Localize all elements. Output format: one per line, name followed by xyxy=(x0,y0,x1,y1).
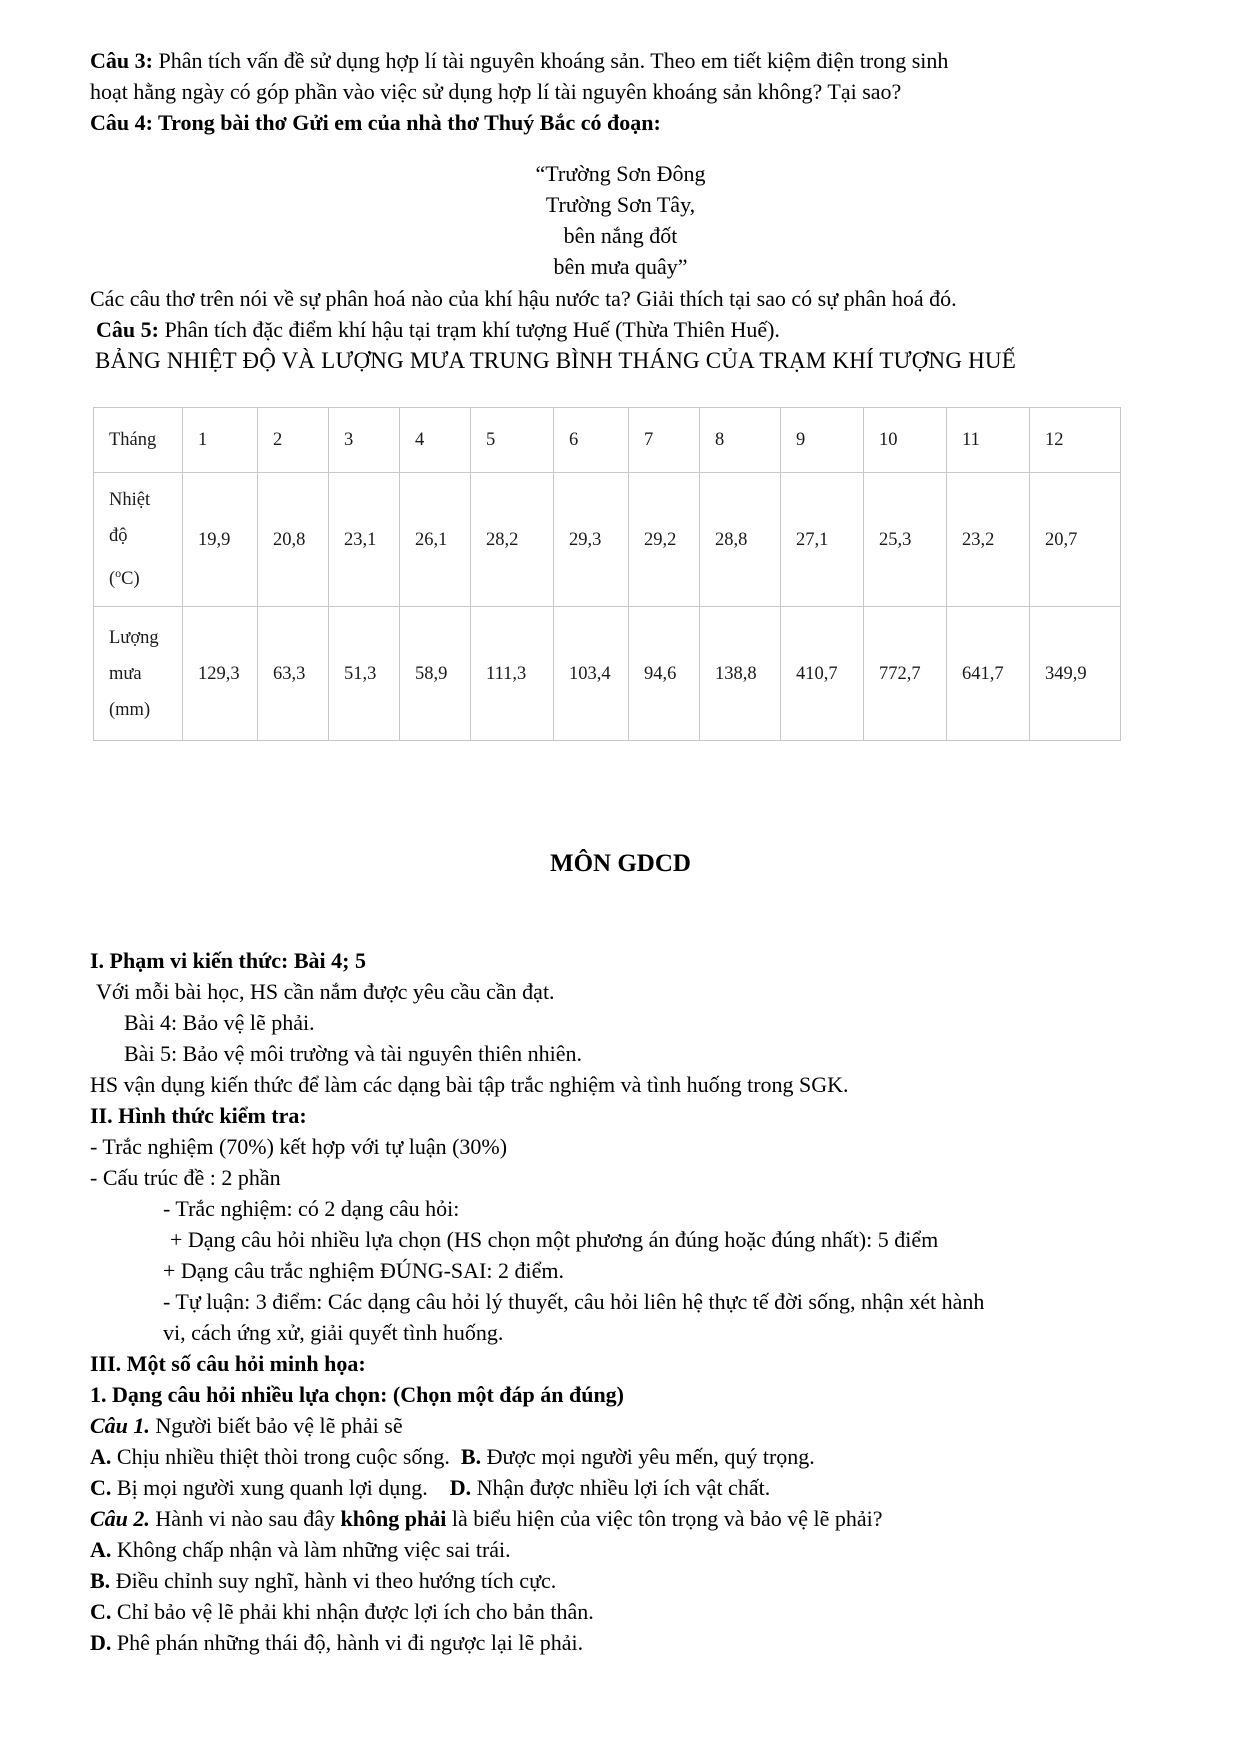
q3-line1 xyxy=(90,45,948,76)
rainfall-cell: 111,3 xyxy=(471,607,554,741)
question-2 xyxy=(90,1503,883,1534)
part3-heading: III. Một số câu hỏi minh họa: xyxy=(90,1351,366,1376)
poem-line-2: Trường Sơn Tây, xyxy=(545,192,696,217)
question-1 xyxy=(90,1410,403,1441)
part1-line4: HS vận dụng kiến thức để làm các dạng bài tập trắc nghiệm và tình huống trong SGK. xyxy=(90,1072,849,1097)
temperature-label-cell xyxy=(94,473,183,607)
option-d-text: Nhận được nhiều lợi ích vật chất. xyxy=(471,1475,771,1500)
poem-line-3: bên nắng đốt xyxy=(563,223,678,248)
q3-label: Câu 3: xyxy=(90,48,153,73)
temperature-cell: 19,9 xyxy=(183,473,258,607)
q4-question: Các câu thơ trên nói về sự phân hoá nào của khí hậu nước ta? Giải thích tại sao có sự phân hoá đó. xyxy=(90,286,957,311)
option-a-label: A. xyxy=(90,1537,112,1562)
question-1-options-cd xyxy=(90,1472,770,1503)
q3-line2: hoạt hằng ngày có góp phần vào việc sử dụng hợp lí tài nguyên khoáng sản không? Tại sao? xyxy=(90,79,902,104)
rainfall-label-cell xyxy=(94,607,183,741)
header-cell-month: Tháng xyxy=(94,408,183,473)
part2-line4: + Dạng câu hỏi nhiều lựa chọn (HS chọn một phương án đúng hoặc đúng nhất): 5 điểm xyxy=(170,1227,939,1252)
option-b-label: B. xyxy=(460,1444,482,1469)
rainfall-cell: 63,3 xyxy=(258,607,329,741)
month-cell: 4 xyxy=(400,408,471,473)
option-c-text: Chỉ bảo vệ lẽ phải khi nhận được lợi ích cho bản thân. xyxy=(111,1599,594,1624)
temperature-cell: 25,3 xyxy=(864,473,947,607)
rainfall-cell: 138,8 xyxy=(700,607,781,741)
option-a-label: A. xyxy=(90,1444,112,1469)
temperature-cell: 28,8 xyxy=(700,473,781,607)
option-b-label: B. xyxy=(90,1568,111,1593)
option-c-label: C. xyxy=(90,1599,112,1624)
temperature-cell: 28,2 xyxy=(471,473,554,607)
temp-label-word1: Nhiệt xyxy=(109,490,151,511)
part2-line7: vi, cách ứng xử, giải quyết tình huống. xyxy=(163,1320,504,1345)
poem-line-1: “Trường Sơn Đông xyxy=(535,161,706,186)
part3-subheading: 1. Dạng câu hỏi nhiều lựa chọn: (Chọn một đáp án đúng) xyxy=(90,1382,625,1407)
question-2-option-c xyxy=(90,1596,594,1627)
part2-heading: II. Hình thức kiểm tra: xyxy=(90,1103,307,1128)
rainfall-cell: 772,7 xyxy=(864,607,947,741)
month-cell: 12 xyxy=(1030,408,1121,473)
climate-table xyxy=(93,407,1121,741)
q5-label: Câu 5: xyxy=(96,317,159,342)
month-cell: 9 xyxy=(781,408,864,473)
question-1-text: Người biết bảo vệ lẽ phải sẽ xyxy=(149,1413,403,1438)
option-b-text: Điều chỉnh suy nghĩ, hành vi theo hướng tích cực. xyxy=(110,1568,557,1593)
rainfall-cell: 58,9 xyxy=(400,607,471,741)
rainfall-cell: 349,9 xyxy=(1030,607,1121,741)
temperature-cell: 23,1 xyxy=(329,473,400,607)
temperature-cell: 29,2 xyxy=(629,473,700,607)
option-d-text: Phê phán những thái độ, hành vi đi ngược lại lẽ phải. xyxy=(111,1630,584,1655)
temperature-cell: 27,1 xyxy=(781,473,864,607)
month-cell: 11 xyxy=(947,408,1030,473)
month-cell: 10 xyxy=(864,408,947,473)
part2-line1: - Trắc nghiệm (70%) kết hợp với tự luận (30%) xyxy=(90,1134,508,1159)
option-b-text: Được mọi người yêu mến, quý trọng. xyxy=(481,1444,815,1469)
question-2-text1: Hành vi nào sau đây xyxy=(149,1506,341,1531)
part2-line3: - Trắc nghiệm: có 2 dạng câu hỏi: xyxy=(163,1196,460,1221)
temperature-cell: 20,8 xyxy=(258,473,329,607)
month-cell: 6 xyxy=(554,408,629,473)
part2-line2: - Cấu trúc đề : 2 phần xyxy=(90,1165,281,1190)
section-title: MÔN GDCD xyxy=(550,850,691,877)
month-cell: 7 xyxy=(629,408,700,473)
table-title: BẢNG NHIỆT ĐỘ VÀ LƯỢNG MƯA TRUNG BÌNH THÁNG CỦA TRẠM KHÍ TƯỢNG HUẾ xyxy=(95,348,1016,373)
rainfall-cell: 410,7 xyxy=(781,607,864,741)
question-2-emphasis: không phải xyxy=(340,1506,447,1531)
temperature-row xyxy=(94,473,1121,607)
question-2-option-d xyxy=(90,1627,583,1658)
question-2-label: Câu 2. xyxy=(90,1506,150,1531)
month-cell: 8 xyxy=(700,408,781,473)
option-a-text: Không chấp nhận và làm những việc sai trái. xyxy=(111,1537,511,1562)
table-header-row xyxy=(94,408,1121,473)
question-1-label: Câu 1. xyxy=(90,1413,150,1438)
q4-heading: Câu 4: Trong bài thơ Gửi em của nhà thơ Thuý Bắc có đoạn: xyxy=(90,110,661,135)
rain-label-word1: Lượng xyxy=(109,627,159,648)
question-1-options-ab xyxy=(90,1441,815,1472)
option-c-label: C. xyxy=(90,1475,112,1500)
temp-label-word2: độ xyxy=(109,526,128,547)
rain-label-word2: mưa xyxy=(109,663,142,684)
question-2-text2: là biểu hiện của việc tôn trọng và bảo vệ lẽ phải? xyxy=(446,1506,883,1531)
part1-line3: Bài 5: Bảo vệ môi trường và tài nguyên thiên nhiên. xyxy=(124,1041,582,1066)
option-d-label: D. xyxy=(449,1475,472,1500)
part1-line1: Với mỗi bài học, HS cần nắm được yêu cầu cần đạt. xyxy=(96,979,555,1004)
option-d-label: D. xyxy=(90,1630,112,1655)
month-cell: 2 xyxy=(258,408,329,473)
q3-text1: Phân tích vấn đề sử dụng hợp lí tài nguyên khoáng sản. Theo em tiết kiệm điện trong sinh xyxy=(158,48,949,73)
temperature-cell: 26,1 xyxy=(400,473,471,607)
rainfall-cell: 103,4 xyxy=(554,607,629,741)
part2-line5: + Dạng câu trắc nghiệm ĐÚNG-SAI: 2 điểm. xyxy=(163,1258,564,1283)
month-cell: 3 xyxy=(329,408,400,473)
part1-line2: Bài 4: Bảo vệ lẽ phải. xyxy=(124,1010,315,1035)
rain-label-unit: (mm) xyxy=(109,699,151,720)
question-2-option-a xyxy=(90,1534,511,1565)
question-2-option-b xyxy=(90,1565,556,1596)
poem-line-4: bên mưa quây” xyxy=(553,254,688,279)
option-a-text: Chịu nhiều thiệt thòi trong cuộc sống. xyxy=(111,1444,450,1469)
rainfall-cell: 641,7 xyxy=(947,607,1030,741)
month-cell: 5 xyxy=(471,408,554,473)
temperature-cell: 23,2 xyxy=(947,473,1030,607)
rainfall-cell: 129,3 xyxy=(183,607,258,741)
part1-heading: I. Phạm vi kiến thức: Bài 4; 5 xyxy=(90,948,366,973)
temp-unit: ($^o$C) xyxy=(109,565,140,589)
q5-line xyxy=(96,314,780,345)
option-c-text: Bị mọi người xung quanh lợi dụng. xyxy=(111,1475,428,1500)
temperature-cell: 20,7 xyxy=(1030,473,1121,607)
month-cell: 1 xyxy=(183,408,258,473)
q5-text: Phân tích đặc điểm khí hậu tại trạm khí tượng Huế (Thừa Thiên Huế). xyxy=(164,317,780,342)
temperature-cell: 29,3 xyxy=(554,473,629,607)
rainfall-row xyxy=(94,607,1121,741)
rainfall-cell: 51,3 xyxy=(329,607,400,741)
rainfall-cell: 94,6 xyxy=(629,607,700,741)
part2-line6: - Tự luận: 3 điểm: Các dạng câu hỏi lý thuyết, câu hỏi liên hệ thực tế đời sống, nhận xét hành xyxy=(163,1289,985,1314)
